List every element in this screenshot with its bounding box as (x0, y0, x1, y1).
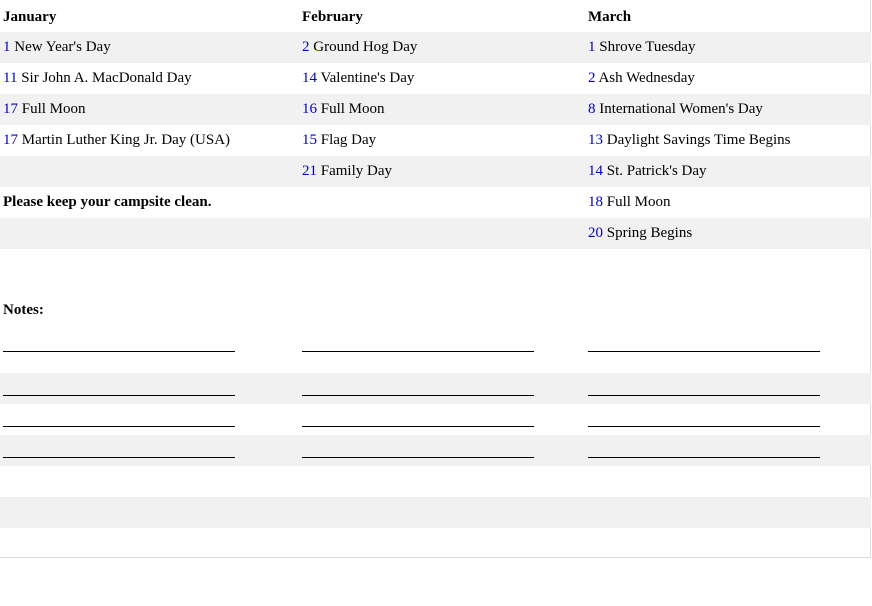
event-march (588, 156, 707, 187)
note-line (588, 395, 820, 396)
table-row (0, 125, 871, 156)
event-march (588, 63, 695, 94)
event-february (302, 125, 376, 156)
day-number: 16 (302, 101, 317, 117)
table-row (0, 187, 871, 218)
day-number: 17 (3, 132, 18, 148)
note-line (588, 457, 820, 458)
day-number: 17 (3, 101, 18, 117)
notes-label: Notes: (3, 302, 44, 318)
event-name: Full Moon (320, 101, 385, 117)
event-february (302, 32, 417, 63)
day-number: 18 (588, 194, 603, 210)
event-january (3, 63, 192, 94)
note-line (302, 457, 534, 458)
day-number: 8 (588, 101, 596, 117)
month-header-january: January (3, 9, 57, 25)
event-january (3, 32, 111, 63)
day-number: 2 (302, 39, 310, 55)
note-line (302, 426, 534, 427)
notes-band (0, 373, 871, 404)
table-row (0, 32, 871, 63)
month-header-march: March (588, 9, 632, 25)
event-name: Full Moon (606, 194, 671, 210)
day-number: 1 (3, 39, 11, 55)
event-name: International Women's Day (599, 101, 763, 117)
event-february (302, 156, 392, 187)
event-name: St. Patrick's Day (606, 163, 707, 179)
event-name: Full Moon (21, 101, 86, 117)
event-name: Martin Luther King Jr. Day (USA) (21, 132, 231, 148)
table-row (0, 63, 871, 94)
event-march (588, 125, 791, 156)
note-line (3, 426, 235, 427)
note-line (3, 457, 235, 458)
notes-band (0, 435, 871, 466)
note-line (588, 426, 820, 427)
event-january (3, 94, 86, 125)
day-number: 20 (588, 225, 603, 241)
notes-row (0, 295, 871, 326)
month-header-row (0, 2, 871, 33)
event-name: New Year's Day (14, 39, 111, 55)
event-name: Valentine's Day (320, 70, 415, 86)
event-february (302, 94, 385, 125)
note-line (3, 351, 235, 352)
note-line (588, 351, 820, 352)
event-name: Sir John A. MacDonald Day (21, 70, 192, 86)
month-header-february: February (302, 9, 363, 25)
note-line (3, 395, 235, 396)
event-name: Spring Begins (606, 225, 693, 241)
event-march (588, 218, 692, 249)
day-number: 21 (302, 163, 317, 179)
event-name: Ash Wednesday (598, 70, 695, 86)
table-row (0, 156, 871, 187)
event-march (588, 94, 763, 125)
day-number: 15 (302, 132, 317, 148)
notes-band (0, 497, 871, 528)
day-number: 1 (588, 39, 596, 55)
event-name: Daylight Savings Time Begins (606, 132, 791, 148)
day-number: 14 (588, 163, 603, 179)
day-number: 14 (302, 70, 317, 86)
event-name: Ground Hog Day (313, 39, 418, 55)
event-march (588, 187, 671, 218)
note-line (302, 395, 534, 396)
table-row (0, 94, 871, 125)
event-name: Flag Day (320, 132, 377, 148)
event-january (3, 125, 230, 156)
event-name: Family Day (320, 163, 392, 179)
event-march (588, 32, 696, 63)
campsite-notice: Please keep your campsite clean. (3, 194, 212, 210)
day-number: 11 (3, 70, 18, 86)
note-line (302, 351, 534, 352)
table-row (0, 218, 871, 249)
day-number: 13 (588, 132, 603, 148)
day-number: 2 (588, 70, 596, 86)
event-february (302, 63, 414, 94)
event-name: Shrove Tuesday (599, 39, 696, 55)
